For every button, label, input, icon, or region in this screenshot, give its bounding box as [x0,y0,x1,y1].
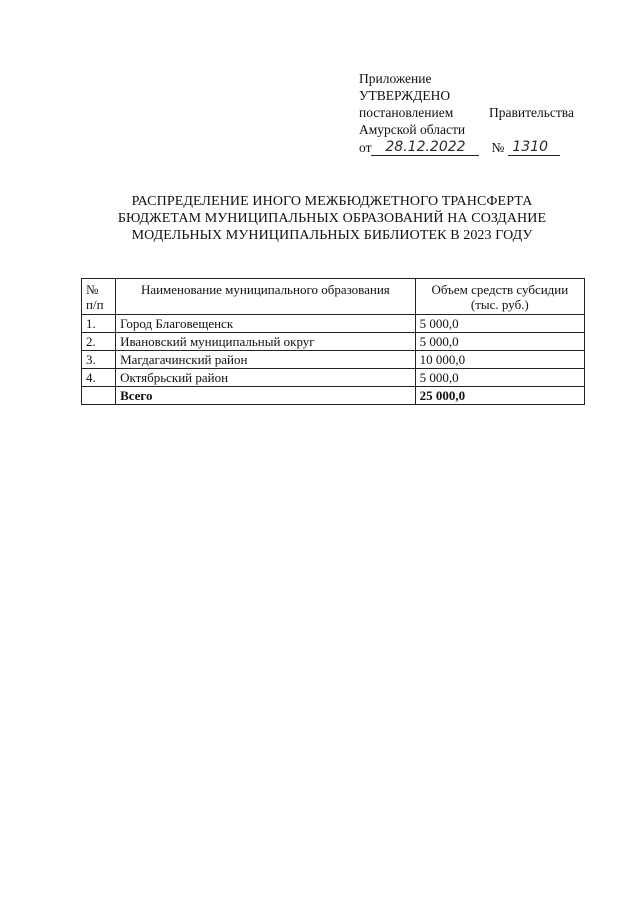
table-row [82,369,585,387]
table-row [82,333,585,351]
approval-line-approved: УТВЕРЖДЕНО [359,88,451,103]
header-number-abbr: п/п [86,297,104,312]
total-label: Всего [116,387,416,405]
header-name: Наименование муниципального образования [116,279,416,315]
header-value-unit: (тыс. руб.) [470,297,529,312]
row-number: 4. [82,369,116,387]
row-value: 5 000,0 [415,315,584,333]
title-line-2: БЮДЖЕТАМ МУНИЦИПАЛЬНЫХ ОБРАЗОВАНИЙ НА СОЗДАНИЕ [117,211,547,226]
approval-line-resolution [359,104,574,121]
handwritten-date: 28.12.2022 [371,140,479,156]
table-row [82,315,585,333]
document-title [80,193,584,244]
approval-resolution-word: постановлением [359,105,454,120]
approval-government-word: Правительства [489,105,574,120]
number-label: № [491,140,505,155]
total-value: 25 000,0 [415,387,584,405]
distribution-table [81,278,585,405]
approval-line-appendix: Приложение [359,71,432,86]
total-number [82,387,116,405]
row-number: 2. [82,333,116,351]
row-name: Город Благовещенск [116,315,416,333]
approval-block [359,70,574,156]
row-value: 10 000,0 [415,351,584,369]
approval-date-line [359,139,574,156]
title-line-3: МОДЕЛЬНЫХ МУНИЦИПАЛЬНЫХ БИБЛИОТЕК В 2023 ГОДУ [131,228,533,243]
date-prefix: от [359,140,372,155]
approval-line-region: Амурской области [359,122,466,137]
row-number: 3. [82,351,116,369]
row-value: 5 000,0 [415,369,584,387]
row-name: Октябрьский район [116,369,416,387]
header-number [82,279,116,315]
table-row [82,351,585,369]
row-value: 5 000,0 [415,333,584,351]
row-name: Ивановский муниципальный округ [116,333,416,351]
row-number: 1. [82,315,116,333]
row-name: Магдагачинский район [116,351,416,369]
table-header-row [82,279,585,315]
header-value [415,279,584,315]
table-total-row [82,387,585,405]
header-number-sign: № [86,282,99,297]
title-line-1: РАСПРЕДЕЛЕНИЕ ИНОГО МЕЖБЮДЖЕТНОГО ТРАНСФЕРТА [131,194,533,209]
handwritten-number: 1310 [508,140,560,156]
header-value-title: Объем средств субсидии [431,282,569,297]
